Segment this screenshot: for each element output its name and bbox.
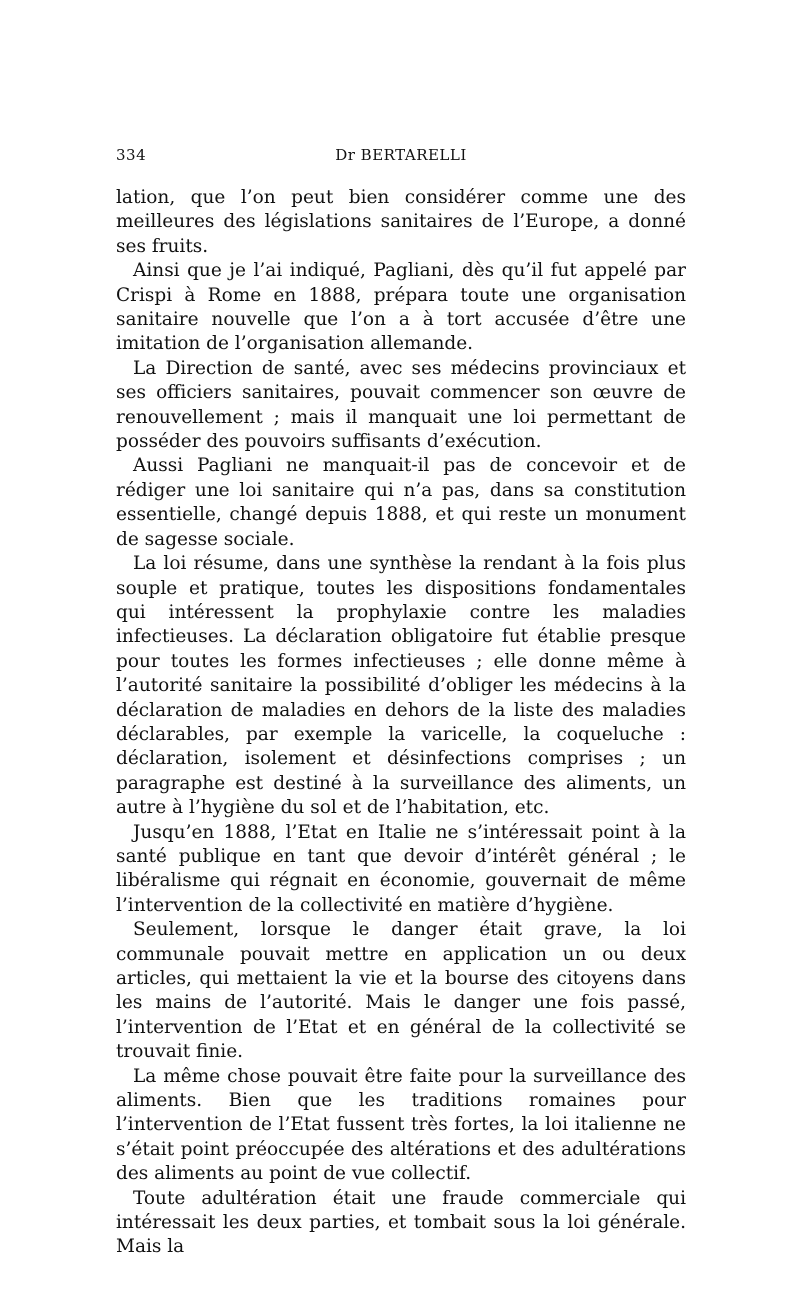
page-number: 334 xyxy=(116,146,147,164)
paragraph: Aussi Pagliani ne manquait-il pas de concevoir et de rédiger une loi sanitaire qui n’a pas, dans sa constitution essentielle, changé depuis 1888, et qui reste un monument de sagesse sociale. xyxy=(116,455,686,550)
paragraph: lation, que l’on peut bien considérer comme une des meilleures des législations sanitaires de l’Europe, a donné ses fruits. xyxy=(116,187,686,257)
running-title: Dr BERTARELLI xyxy=(335,146,467,164)
paragraph: La loi résume, dans une synthèse la rendant à la fois plus souple et pratique, toutes les dispositions fondamentales qui intéressent la prophylaxie contre les maladies infectieuses. La déclaration obligatoire fut établie presque pour toutes les formes infectieuses ; elle donne même à l’autorité sanitaire la possibilité d’obliger les médecins à la déclaration de maladies en dehors de la liste des maladies déclarables, par exemple la varicelle, la coqueluche : déclaration, isolement et désinfections comprises ; un paragraphe est destiné à la surveillance des aliments, un autre à l’hygiène du sol et de l’habitation, etc. xyxy=(116,553,686,819)
book-page xyxy=(116,146,686,1260)
paragraph: La même chose pouvait être faite pour la surveillance des aliments. Bien que les traditions romaines pour l’intervention de l’Etat fussent très fortes, la loi italienne ne s’était point préoccupée des altérations et des adultérations des aliments au point de vue collectif. xyxy=(116,1065,686,1185)
paragraph: Ainsi que je l’ai indiqué, Pagliani, dès qu’il fut appelé par Crispi à Rome en 1888, prépara toute une organisation sanitaire nouvelle que l’on a à tort accusée d’être une imitation de l’organisation allemande. xyxy=(116,260,686,355)
paragraph: La Direction de santé, avec ses médecins provinciaux et ses officiers sanitaires, pouvait commencer son œuvre de renouvellement ; mais il manquait une loi permettant de posséder des pouvoirs suffisants d’exécution. xyxy=(116,357,686,453)
paragraph: Seulement, lorsque le danger était grave, la loi communale pouvait mettre en application un ou deux articles, qui mettaient la vie et la bourse des citoyens dans les mains de l’autorité. Mais le danger une fois passé, l’intervention de l’Etat et en général de la collectivité se trouvait finie. xyxy=(116,919,686,1063)
paragraph: Toute adultération était une fraude commerciale qui intéressait les deux parties, et tombait sous la loi générale. Mais la xyxy=(116,1187,686,1258)
page-header xyxy=(116,146,686,174)
body-text xyxy=(116,186,686,1260)
paragraph: Jusqu’en 1888, l’Etat en Italie ne s’intéressait point à la santé publique en tant que devoir d’intérêt général ; le libéralisme qui régnait en économie, gouvernait de même l’intervention de la collectivité en matière d’hygiène. xyxy=(116,821,686,916)
